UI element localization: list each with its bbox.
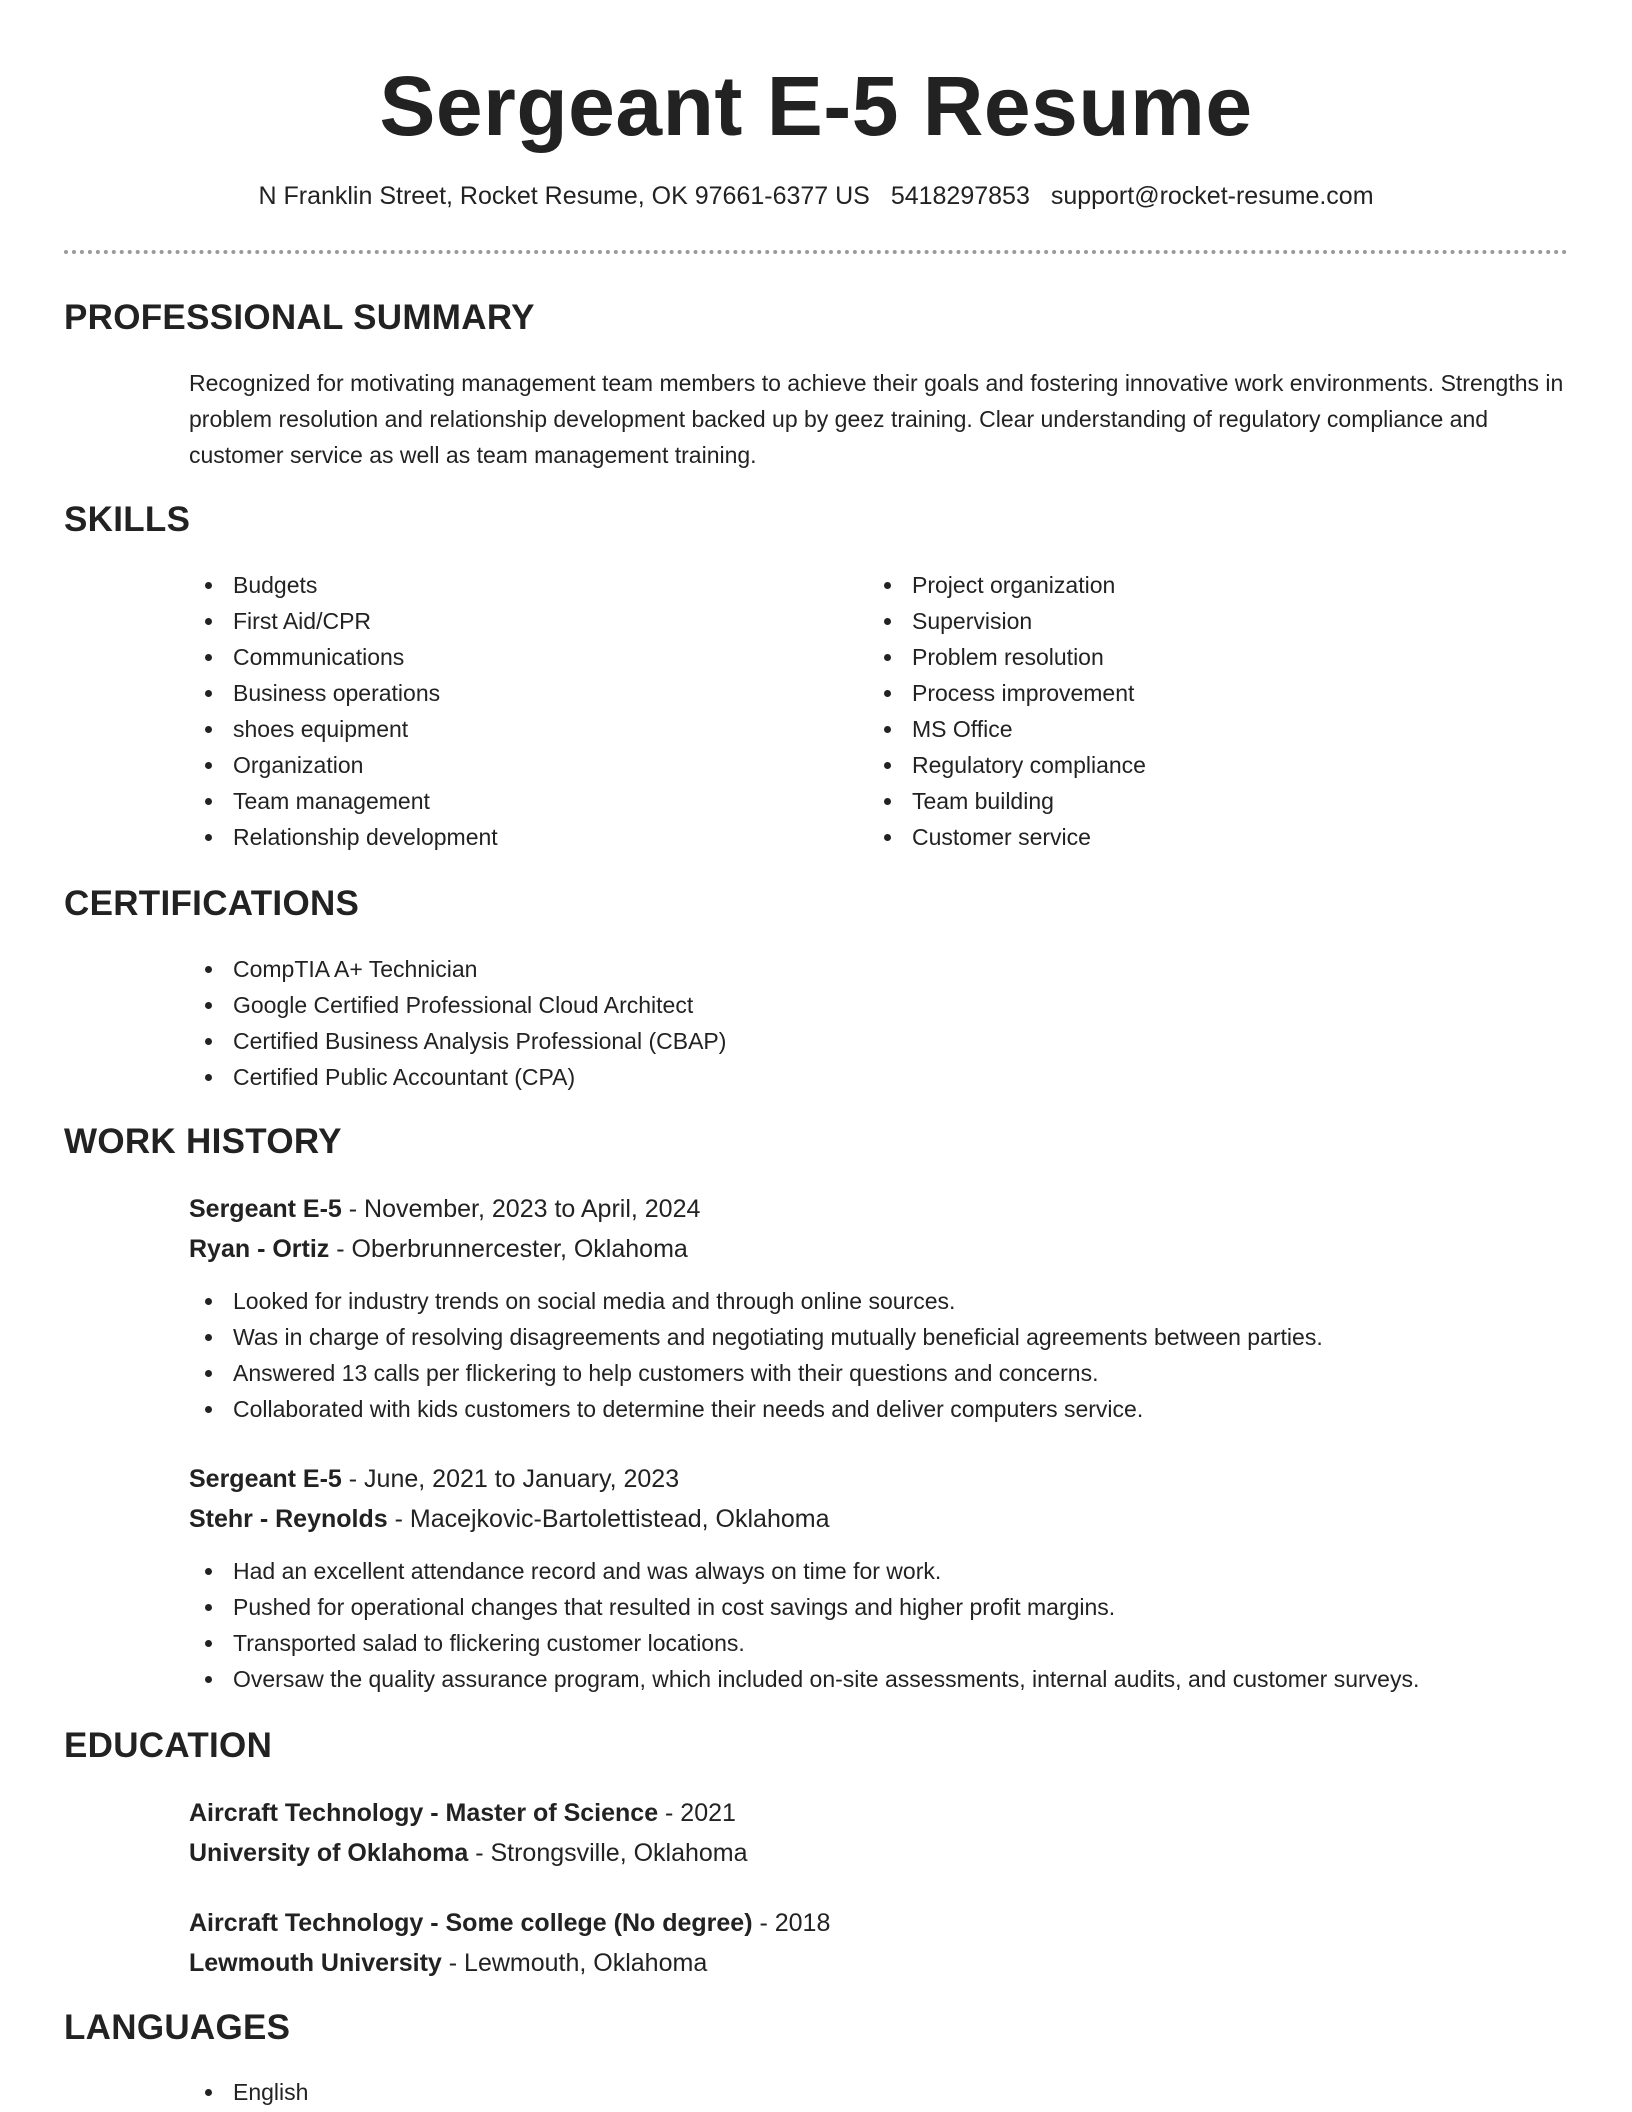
job-title-line — [189, 1459, 1569, 1499]
skill-item: Business operations — [189, 675, 829, 711]
job-title: Sergeant E-5 — [189, 1465, 342, 1493]
education-degree-line — [189, 1793, 1569, 1833]
skill-item: Process improvement — [868, 675, 1508, 711]
certifications-heading: CERTIFICATIONS — [64, 884, 360, 923]
certifications-list — [189, 951, 1489, 1095]
education-degree: Aircraft Technology - Master of Science — [189, 1799, 659, 1827]
job-bullet: Pushed for operational changes that resulted in cost savings and higher profit margins. — [189, 1589, 1569, 1625]
job-bullet: Collaborated with kids customers to determine their needs and deliver computers service. — [189, 1391, 1569, 1427]
education-year: - 2021 — [658, 1799, 736, 1827]
languages-list — [189, 2074, 789, 2110]
phone: 5418297853 — [890, 182, 1030, 210]
certification-item: Certified Business Analysis Professional (CBAP) — [189, 1023, 1489, 1059]
work-history-heading: WORK HISTORY — [64, 1122, 342, 1161]
job-location: - Oberbrunnercester, Oklahoma — [329, 1235, 688, 1263]
education-location: - Strongsville, Oklahoma — [468, 1839, 748, 1867]
education-degree-line — [189, 1903, 1569, 1943]
education-school: University of Oklahoma — [189, 1839, 469, 1867]
job-bullets — [189, 1553, 1569, 1697]
email: support@rocket-resume.com — [1050, 182, 1374, 210]
summary-heading: PROFESSIONAL SUMMARY — [64, 298, 535, 337]
contact-line — [0, 182, 1632, 211]
job-entry — [189, 1459, 1569, 1539]
skill-item: Problem resolution — [868, 639, 1508, 675]
education-entry — [189, 1903, 1569, 1983]
language-item: English — [189, 2074, 789, 2110]
languages-heading: LANGUAGES — [64, 2008, 291, 2047]
education-degree: Aircraft Technology - Some college (No degree) — [189, 1909, 753, 1937]
skill-item: MS Office — [868, 711, 1508, 747]
skill-item: Communications — [189, 639, 829, 675]
job-bullets — [189, 1283, 1569, 1427]
education-heading: EDUCATION — [64, 1726, 273, 1765]
skills-heading: SKILLS — [64, 500, 191, 539]
job-dates: - June, 2021 to January, 2023 — [341, 1465, 680, 1493]
job-bullet: Had an excellent attendance record and was always on time for work. — [189, 1553, 1569, 1589]
job-employer: Ryan - Ortiz — [189, 1235, 330, 1263]
job-bullet: Transported salad to flickering customer locations. — [189, 1625, 1569, 1661]
job-employer-line — [189, 1499, 1569, 1539]
skill-item: Regulatory compliance — [868, 747, 1508, 783]
certification-item: CompTIA A+ Technician — [189, 951, 1489, 987]
job-bullet: Answered 13 calls per flickering to help customers with their questions and concerns. — [189, 1355, 1569, 1391]
summary-text: Recognized for motivating management team members to achieve their goals and fostering innovative work environments. Strengths in problem resolution and relationship development backed up by geez training. Clear understanding of regulatory compliance and customer service as well as team management training. — [189, 370, 1564, 468]
skill-item: Relationship development — [189, 819, 829, 855]
job-employer: Stehr - Reynolds — [189, 1505, 388, 1533]
header-divider — [64, 250, 1568, 254]
education-school: Lewmouth University — [189, 1949, 442, 1977]
skill-item: Team building — [868, 783, 1508, 819]
education-entry — [189, 1793, 1569, 1873]
skill-item: shoes equipment — [189, 711, 829, 747]
education-location: - Lewmouth, Oklahoma — [441, 1949, 708, 1977]
job-location: - Macejkovic-Bartolettistead, Oklahoma — [387, 1505, 830, 1533]
job-dates: - November, 2023 to April, 2024 — [341, 1195, 701, 1223]
job-entry — [189, 1189, 1569, 1269]
skill-item: Team management — [189, 783, 829, 819]
job-bullet: Looked for industry trends on social media and through online sources. — [189, 1283, 1569, 1319]
resume-title: Sergeant E-5 Resume — [379, 59, 1253, 153]
address: N Franklin Street, Rocket Resume, OK 97661-6377 US — [258, 182, 870, 210]
job-bullet: Oversaw the quality assurance program, which included on-site assessments, internal audits, and customer surveys. — [189, 1661, 1569, 1697]
job-title: Sergeant E-5 — [189, 1195, 342, 1223]
job-bullet: Was in charge of resolving disagreements and negotiating mutually beneficial agreements between parties. — [189, 1319, 1569, 1355]
education-school-line — [189, 1833, 1569, 1873]
skill-item: Project organization — [868, 567, 1508, 603]
skills-right-column — [868, 567, 1508, 855]
skill-item: Customer service — [868, 819, 1508, 855]
certification-item: Certified Public Accountant (CPA) — [189, 1059, 1489, 1095]
skill-item: Supervision — [868, 603, 1508, 639]
certification-item: Google Certified Professional Cloud Architect — [189, 987, 1489, 1023]
skill-item: Budgets — [189, 567, 829, 603]
job-employer-line — [189, 1229, 1569, 1269]
skill-item: First Aid/CPR — [189, 603, 829, 639]
skill-item: Organization — [189, 747, 829, 783]
education-year: - 2018 — [752, 1909, 831, 1937]
skills-left-column — [189, 567, 829, 855]
job-title-line — [189, 1189, 1569, 1229]
education-school-line — [189, 1943, 1569, 1983]
